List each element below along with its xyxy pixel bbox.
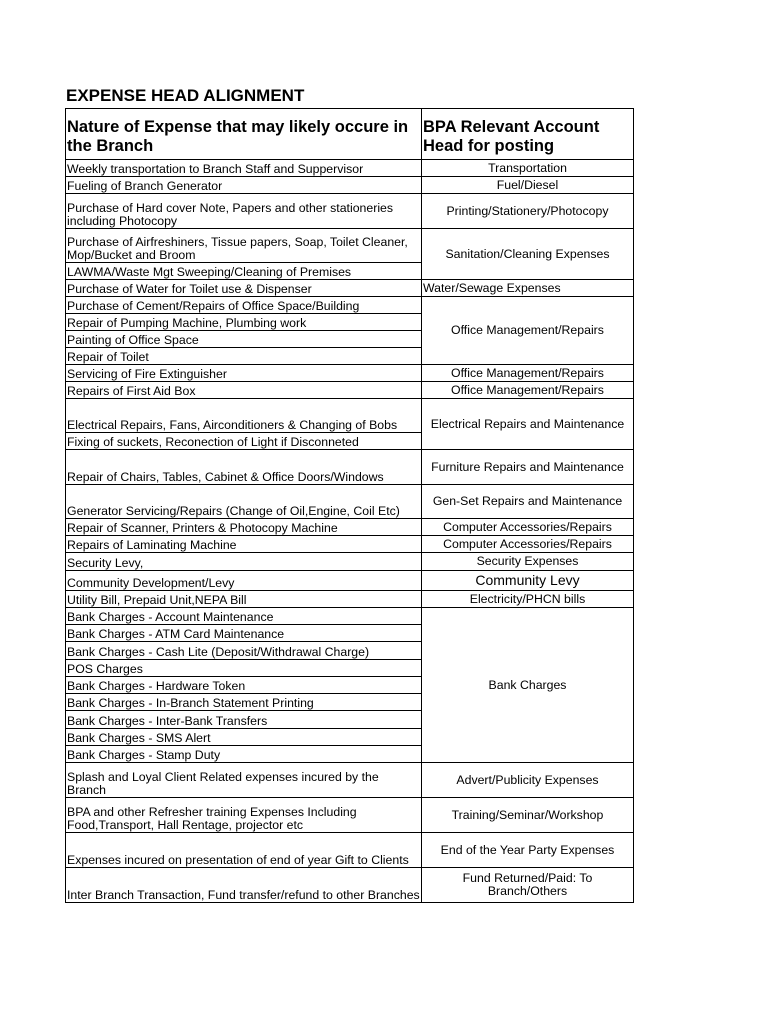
- account-head-cell: Printing/Stationery/Photocopy: [422, 194, 634, 229]
- expense-nature-cell: Purchase of Water for Toilet use & Dispenser: [66, 280, 422, 297]
- expense-nature-cell: Bank Charges - Inter-Bank Transfers: [66, 711, 422, 729]
- expense-nature-cell: Repair of Scanner, Printers & Photocopy Machine: [66, 519, 422, 536]
- account-head-cell: Computer Accessories/Repairs: [422, 519, 634, 536]
- account-head-cell: Electricity/PHCN bills: [422, 591, 634, 608]
- table-row: [66, 229, 634, 263]
- expense-nature-cell: Security Levy,: [66, 553, 422, 571]
- account-head-cell: Office Management/Repairs: [422, 297, 634, 365]
- table-row: [66, 571, 634, 591]
- column-header-account-head: BPA Relevant Account Head for posting: [422, 109, 634, 160]
- document-title: EXPENSE HEAD ALIGNMENT: [66, 86, 305, 105]
- account-head-cell: Office Management/Repairs: [422, 382, 634, 399]
- account-head-cell: Bank Charges: [422, 608, 634, 763]
- expense-nature-cell: POS Charges: [66, 660, 422, 677]
- expense-nature-cell: Repair of Chairs, Tables, Cabinet & Office Doors/Windows: [66, 450, 422, 485]
- account-head-cell: Office Management/Repairs: [422, 365, 634, 382]
- expense-nature-cell: Weekly transportation to Branch Staff and Suppervisor: [66, 160, 422, 177]
- expense-nature-cell: Inter Branch Transaction, Fund transfer/refund to other Branches: [66, 868, 422, 903]
- account-head-cell: Fuel/Diesel: [422, 177, 634, 194]
- table-row: [66, 833, 634, 868]
- expense-nature-cell: Generator Servicing/Repairs (Change of Oil,Engine, Coil Etc): [66, 485, 422, 519]
- table-row: [66, 297, 634, 314]
- expense-nature-cell: LAWMA/Waste Mgt Sweeping/Cleaning of Premises: [66, 263, 422, 280]
- expense-nature-cell: Purchase of Hard cover Note, Papers and other stationeries including Photocopy: [66, 194, 422, 229]
- account-head-cell: Community Levy: [422, 571, 634, 591]
- account-head-cell: Water/Sewage Expenses: [422, 280, 634, 297]
- expense-nature-cell: Fueling of Branch Generator: [66, 177, 422, 194]
- table-row: [66, 194, 634, 229]
- account-head-cell: Advert/Publicity Expenses: [422, 763, 634, 798]
- expense-nature-cell: Electrical Repairs, Fans, Airconditioners & Changing of Bobs: [66, 399, 422, 433]
- expense-nature-cell: Repairs of Laminating Machine: [66, 536, 422, 553]
- account-head-cell: Fund Returned/Paid: To Branch/Others: [422, 868, 634, 903]
- expense-nature-cell: Repair of Toilet: [66, 348, 422, 365]
- table-row: [66, 177, 634, 194]
- expense-nature-cell: Bank Charges - Cash Lite (Deposit/Withdrawal Charge): [66, 642, 422, 660]
- expense-nature-cell: Servicing of Fire Extinguisher: [66, 365, 422, 382]
- account-head-cell: Sanitation/Cleaning Expenses: [422, 229, 634, 280]
- account-head-cell: Furniture Repairs and Maintenance: [422, 450, 634, 485]
- expense-nature-cell: Community Development/Levy: [66, 571, 422, 591]
- expense-nature-cell: Bank Charges - Stamp Duty: [66, 746, 422, 763]
- table-row: [66, 763, 634, 798]
- expense-head-table: [65, 108, 634, 903]
- expense-nature-cell: Bank Charges - ATM Card Maintenance: [66, 625, 422, 642]
- account-head-cell: Training/Seminar/Workshop: [422, 798, 634, 833]
- table-row: [66, 553, 634, 571]
- expense-nature-cell: Purchase of Cement/Repairs of Office Space/Building: [66, 297, 422, 314]
- table-row: [66, 160, 634, 177]
- account-head-cell: End of the Year Party Expenses: [422, 833, 634, 868]
- expense-nature-cell: BPA and other Refresher training Expenses Including Food,Transport, Hall Rentage, projector etc: [66, 798, 422, 833]
- expense-nature-cell: Repairs of First Aid Box: [66, 382, 422, 399]
- expense-nature-cell: Splash and Loyal Client Related expenses incured by the Branch: [66, 763, 422, 798]
- expense-nature-cell: Bank Charges - SMS Alert: [66, 729, 422, 746]
- table-row: [66, 519, 634, 536]
- expense-nature-cell: Bank Charges - In-Branch Statement Printing: [66, 694, 422, 711]
- table-row: [66, 485, 634, 519]
- expense-nature-cell: Purchase of Airfreshiners, Tissue papers, Soap, Toilet Cleaner, Mop/Bucket and Broom: [66, 229, 422, 263]
- account-head-cell: Security Expenses: [422, 553, 634, 571]
- account-head-cell: Computer Accessories/Repairs: [422, 536, 634, 553]
- expense-nature-cell: Expenses incured on presentation of end of year Gift to Clients: [66, 833, 422, 868]
- table-row: [66, 365, 634, 382]
- table-row: [66, 868, 634, 903]
- expense-nature-cell: Utility Bill, Prepaid Unit,NEPA Bill: [66, 591, 422, 608]
- table-row: [66, 399, 634, 433]
- expense-nature-cell: Bank Charges - Account Maintenance: [66, 608, 422, 625]
- table-row: [66, 591, 634, 608]
- table-row: [66, 382, 634, 399]
- account-head-cell: Gen-Set Repairs and Maintenance: [422, 485, 634, 519]
- table-header-row: [66, 109, 634, 160]
- expense-nature-cell: Fixing of suckets, Reconection of Light if Disconneted: [66, 433, 422, 450]
- account-head-cell: Transportation: [422, 160, 634, 177]
- expense-nature-cell: Bank Charges - Hardware Token: [66, 677, 422, 694]
- table-row: [66, 450, 634, 485]
- column-header-nature: Nature of Expense that may likely occure in the Branch: [66, 109, 422, 160]
- account-head-cell: Electrical Repairs and Maintenance: [422, 399, 634, 450]
- expense-nature-cell: Repair of Pumping Machine, Plumbing work: [66, 314, 422, 331]
- table-row: [66, 280, 634, 297]
- table-row: [66, 536, 634, 553]
- table-row: [66, 608, 634, 625]
- table-row: [66, 798, 634, 833]
- expense-nature-cell: Painting of Office Space: [66, 331, 422, 348]
